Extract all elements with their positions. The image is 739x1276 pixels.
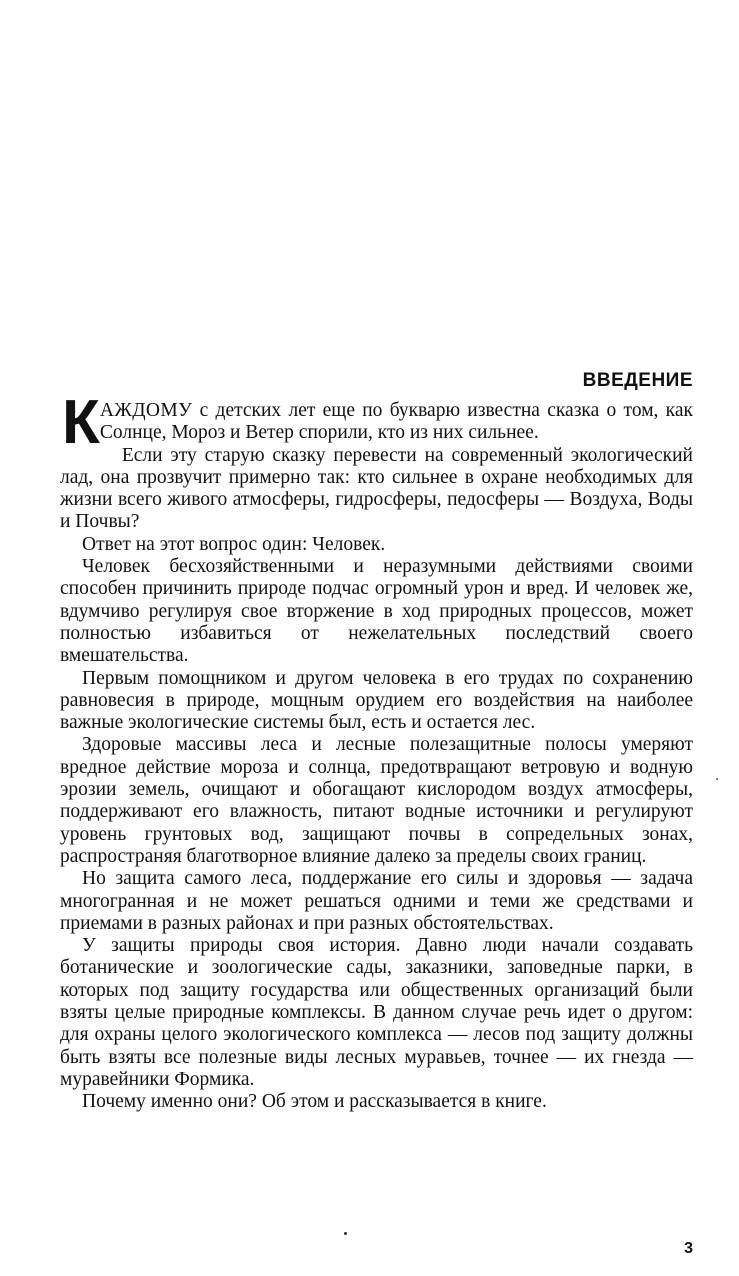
paragraph-2: Если эту старую сказку перевести на современный экологический лад, она прозвучит примерно так: кто сильнее в охране необходимых для жизни всего живого атмосферы, гидросферы, педосферы — Воздуха, Воды и Почвы? — [60, 444, 693, 533]
paragraph-9: Почему именно они? Об этом и рассказывается в книге. — [82, 1091, 547, 1113]
paragraph-5: Первым помощником и другом человека в его трудах по сохранению равновесия в природе, мощным орудием его воздействия на наиболее важные экологические системы был, есть и остается лес. — [60, 667, 693, 734]
paragraph-1 — [60, 388, 693, 457]
paragraph-4: Человек бесхозяйственными и неразумными действиями своими способен причинить природе подчас огромный урон и вред. И человек же, вдумчиво регулируя свое вторжение в ход природных процессов, может полностью избавиться от нежелательных последствий своего вмешательства. — [60, 556, 693, 667]
paragraph-6: Здоровые массивы леса и лесные полезащитные полосы умеряют вредное действие мороза и солнца, предотвращают ветровую и водную эрозии земель, очищают и обогащают кислородом воздух атмосферы, поддерживают его влажность, питают водные источники и регулируют уровень грунтовых вод, защищают почвы в сопредельных зонах, распространяя благотворное влияние далеко за пределы своих границ. — [60, 734, 693, 867]
paragraph-7: Но защита самого леса, поддержание его силы и здоровья — задача многогранная и не может решаться одними и теми же средствами и приемами в разных районах и при разных обстоятельствах. — [60, 868, 693, 934]
paragraph-1-text: с детских лет еще по букварю известна сказка о том, как Солнце, Мороз и Ветер спорили, кто из них сильнее. — [99, 400, 693, 444]
body-text — [60, 388, 693, 1114]
paragraph-8: У защиты природы своя история. Давно люди начали создавать ботанические и зоологические сады, заказники, заповедные парки, в которых под защиту государства или общественных организаций были взяты целые природные комплексы. В данном случае речь идет о другом: для охраны целого экологического комплекса — лесов под защиту должны быть взяты все полезные виды лесных муравьев, точнее — их гнезда — муравейники Формика. — [60, 935, 693, 1090]
lead-word: АЖДОМУ — [99, 400, 193, 421]
paragraph-3: Ответ на этот вопрос один: Человек. — [82, 533, 386, 555]
print-speck — [716, 778, 718, 780]
chapter-heading: ВВЕДЕНИЕ — [582, 370, 693, 391]
drop-cap: К — [62, 388, 100, 457]
print-speck-bottom — [344, 1232, 347, 1235]
page-number: 3 — [684, 1240, 693, 1257]
